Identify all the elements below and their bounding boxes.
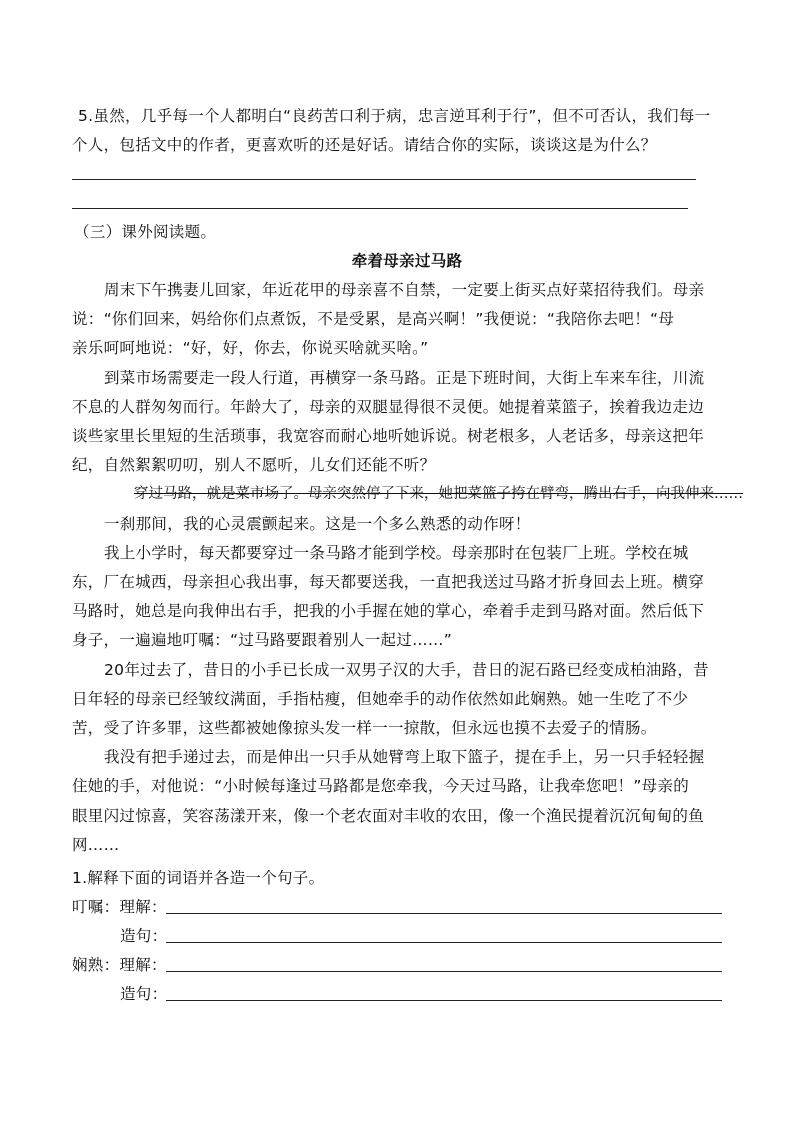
answer-line (166, 971, 722, 972)
question-5-line-2: 个人，包括文中的作者，更喜欢听的还是好话。请结合你的实际，谈谈这是为什么？ (72, 136, 657, 154)
answer-line (166, 942, 722, 943)
article-line: 一刹那间，我的心灵震颤起来。这是一个多么熟悉的动作呀！ (104, 515, 531, 533)
article-line: 身子，一遍遍地叮嘱：“过马路要跟着别人一起过……” (72, 631, 453, 649)
article-line: 马路时，她总是向我伸出右手，把我的小手握在她的掌心，牵着手走到马路对面。然后低下 (72, 602, 705, 620)
article-line: 我上小学时，每天都要穿过一条马路才能到学校。母亲那时在包装厂上班。学校在城 (104, 544, 689, 562)
section-heading: （三）课外阅读题。 (74, 223, 217, 241)
article-line-struck: 穿过马路，就是菜市场了。母亲突然停了下来，她把菜篮子挎在臂弯，腾出右手，向我伸来…… (134, 486, 743, 502)
understand-label: 理解： (119, 956, 167, 974)
answer-line (72, 179, 696, 180)
article-line: 亲乐呵呵地说：“好，好，你去，你说买啥就买啥。” (72, 339, 429, 357)
article-line: 20年过去了，昔日的小手已长成一双男子汉的大手，昔日的泥石路已经变成柏油路，昔 (104, 661, 709, 679)
article-line: 网…… (72, 836, 120, 854)
word-2-label: 娴熟：理解： (72, 956, 167, 974)
article-line: 眼里闪过惊喜，笑容荡漾开来，像一个老农面对丰收的农田，像一个渔民提着沉沉甸甸的鱼 (72, 807, 705, 825)
sentence-label: 造句： (120, 985, 168, 1003)
understand-label: 理解： (119, 898, 167, 916)
article-line: 说：“你们回来，妈给你们点煮饭，不是受累，是高兴啊！”我便说：“我陪你去吧！“母 (72, 310, 675, 328)
article-line: 不息的人群匆匆而行。年龄大了，母亲的双腿显得很不灵便。她提着菜篮子，挨着我边走边 (72, 398, 705, 416)
article-line: 谈些家里长里短的生活琐事，我宽容而耐心地听她诉说。树老根多，人老话多，母亲这把年 (72, 427, 705, 445)
question-1-prompt: 1.解释下面的词语并各造一个句子。 (72, 869, 325, 887)
article-line: 日年轻的母亲已经皱纹满面，手指枯瘦，但她牵手的动作依然如此娴熟。她一生吃了不少 (72, 690, 689, 708)
article-line: 周末下午携妻儿回家，年近花甲的母亲喜不自禁，一定要上街买点好菜招待我们。母亲 (104, 281, 705, 299)
answer-line (166, 1000, 722, 1001)
article-line: 纪，自然絮絮叨叨，别人不愿听，儿女们还能不听？ (72, 456, 436, 474)
word-1-label: 叮嘱：理解： (72, 898, 167, 916)
question-5-line-1: 5.虽然，几乎每一个人都明白“良药苦口利于病，忠言逆耳利于行”，但不可否认，我们每一 (78, 107, 711, 125)
article-line: 到菜市场需要走一段人行道，再横穿一条马路。正是下班时间，大街上车来车往，川流 (104, 369, 705, 387)
article-title: 牵着母亲过马路 (351, 252, 463, 270)
sentence-label: 造句： (120, 927, 168, 945)
article-line: 苦，受了许多罪，这些都被她像掠头发一样一一掠散，但永远也摸不去爱子的情肠。 (72, 719, 657, 737)
answer-line (166, 913, 722, 914)
article-line: 住她的手，对他说：“小时候每逢过马路都是您牵我，今天过马路，让我牵您吧！”母亲的 (72, 777, 690, 795)
word-2: 娴熟 (72, 956, 104, 974)
article-line: 东，厂在城西，母亲担心我出事，每天都要送我，一直把我送过马路才折身回去上班。横穿 (72, 573, 705, 591)
word-1: 叮嘱 (72, 898, 104, 916)
article-line: 我没有把手递过去，而是伸出一只手从她臂弯上取下篮子，提在手上，另一只手轻轻握 (104, 748, 705, 766)
answer-line (72, 208, 688, 209)
